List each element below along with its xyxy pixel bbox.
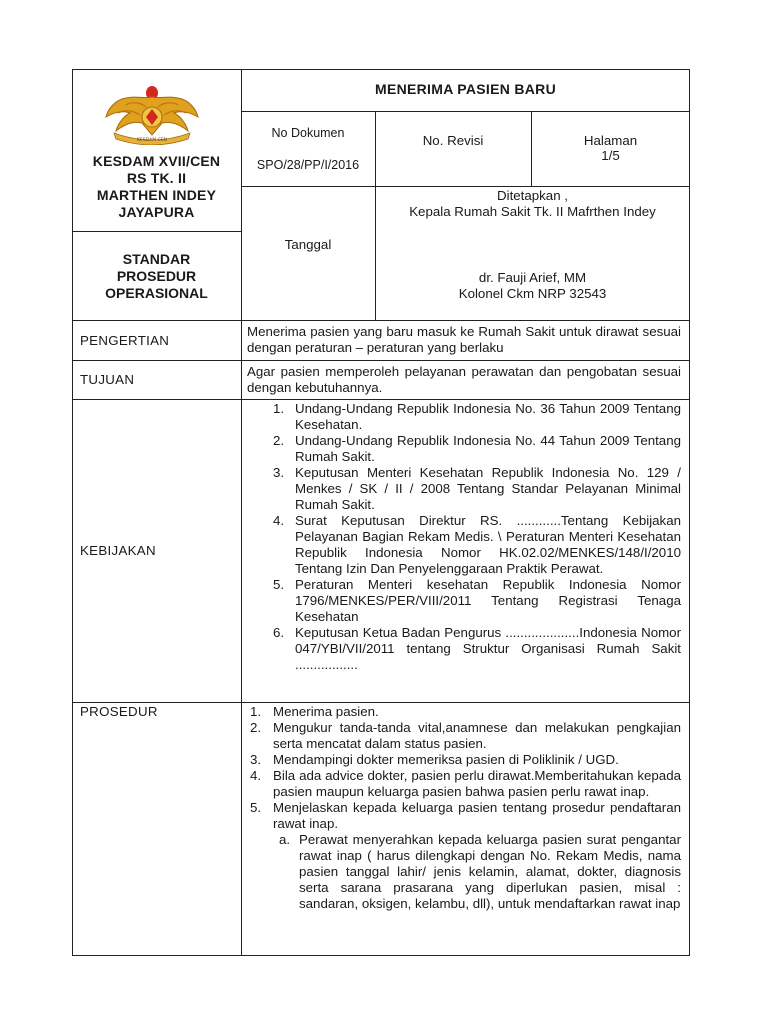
list-text: Undang-Undang Republik Indonesia No. 36 Tahun 2009 Tentang Kesehatan. — [295, 401, 681, 432]
list-text: Mendampingi dokter memeriksa pasien di Poliklinik / UGD. — [273, 752, 619, 767]
list-item — [242, 768, 681, 800]
list-text: Undang-Undang Republik Indonesia No. 44 Tahun 2009 Tentang Rumah Sakit. — [295, 433, 681, 464]
signatory-rank: Kolonel Ckm NRP 32543 — [458, 286, 607, 301]
grid-line — [72, 320, 690, 321]
page-label: Halaman — [583, 133, 638, 148]
list-item — [242, 577, 681, 625]
emblem-banner-text: KESDAM CEN — [137, 138, 167, 143]
document-type-line: OPERASIONAL — [105, 285, 208, 301]
list-text: Surat Keputusan Direktur RS. ............Tentang Kebijakan Pelayanan Bagian Rekam Medis. \ Peraturan Menteri Kesehatan Republik Indonesia Nomor HK.02.02/MENKES/148/I/2010 Tentang Izin Dan Penyelenggaraan Praktik Perawat. — [295, 513, 681, 576]
list-number: 1. — [273, 401, 285, 416]
list-text: Menjelaskan kepada keluarga pasien tentang prosedur pendaftaran rawat inap. — [273, 800, 681, 831]
list-item — [242, 513, 681, 577]
list-number: 6. — [273, 625, 285, 640]
list-subitem — [242, 832, 681, 912]
pengertian-label: PENGERTIAN — [80, 333, 170, 348]
revision-label: No. Revisi — [422, 133, 484, 148]
signatory-block — [375, 270, 690, 302]
list-item — [242, 625, 681, 673]
grid-line — [72, 702, 690, 703]
list-number: a. — [279, 832, 291, 847]
list-item — [242, 465, 681, 513]
org-name-line: MARTHEN INDEY — [96, 187, 217, 203]
document-title: MENERIMA PASIEN BARU — [374, 81, 556, 97]
kebijakan-label: KEBIJAKAN — [80, 543, 156, 558]
list-item — [242, 800, 681, 832]
org-name — [72, 153, 241, 221]
list-text: Mengukur tanda-tanda vital,anamnese dan melakukan pengkajian serta mencatat dalam status pasien. — [273, 720, 681, 751]
org-name-line: RS TK. II — [126, 170, 187, 186]
list-number: 4. — [250, 768, 262, 783]
document-number-value: SPO/28/PP/I/2016 — [256, 158, 360, 172]
grid-line — [72, 399, 690, 400]
org-name-line: JAYAPURA — [118, 204, 195, 220]
list-item — [242, 704, 681, 720]
page-value: 1/5 — [601, 148, 620, 163]
tujuan-label: TUJUAN — [80, 372, 135, 387]
tujuan-text: Agar pasien memperoleh pelayanan perawatan dan pengobatan sesuai dengan kebutuhannya. — [247, 364, 681, 395]
grid-line — [72, 360, 690, 361]
signatory-name: dr. Fauji Arief, MM — [478, 270, 587, 285]
list-text: Keputusan Ketua Badan Pengurus ....................Indonesia Nomor 047/YBI/VII/2011 tentang Struktur Organisasi Rumah Sakit ................. — [295, 625, 681, 672]
list-text: Bila ada advice dokter, pasien perlu dirawat.Memberitahukan kepada pasien maupun keluarga pasien bahwa pasien perlu rawat inap. — [273, 768, 681, 799]
list-text: Menerima pasien. — [273, 704, 379, 719]
document-type — [72, 251, 241, 302]
grid-line — [241, 111, 690, 112]
grid-line — [241, 186, 690, 187]
list-item — [242, 433, 681, 465]
list-number: 3. — [273, 465, 285, 480]
list-number: 5. — [250, 800, 262, 815]
list-item — [242, 401, 681, 433]
prosedur-list — [242, 704, 681, 912]
approval-line: Ditetapkan , — [497, 188, 568, 203]
list-text: Perawat menyerahkan kepada keluarga pasien surat pengantar rawat inap ( harus dilengkapi dengan No. Rekam Medis, nama pasien tanggal lahir/ jenis kelamin, alamat, dokter, diagnosis serta sarana prasarana yang diperlukan pasien, misal : sandaran, oksigen, kelambu, dll), untuk mendaftarkan rawat inap — [299, 832, 681, 911]
list-text: Peraturan Menteri kesehatan Republik Indonesia Nomor 1796/MENKES/PER/VIII/2011 Tentang Registrasi Tenaga Kesehatan — [295, 577, 681, 624]
approval-block — [375, 188, 690, 220]
date-label: Tanggal — [284, 237, 332, 252]
hospital-emblem-logo — [104, 83, 200, 145]
list-item — [242, 752, 681, 768]
list-number: 3. — [250, 752, 262, 767]
approval-line: Kepala Rumah Sakit Tk. II Mafrthen Indey — [409, 204, 656, 219]
list-number: 2. — [273, 433, 285, 448]
list-text: Keputusan Menteri Kesehatan Republik Indonesia No. 129 / Menkes / SK / II / 2008 Tentang Standar Pelayanan Minimal Rumah Sakit. — [295, 465, 681, 512]
list-number: 1. — [250, 704, 262, 719]
list-item — [242, 720, 681, 752]
kebijakan-list — [242, 401, 681, 673]
prosedur-label: PROSEDUR — [80, 704, 158, 719]
document-type-line: PROSEDUR — [116, 268, 197, 284]
org-name-line: KESDAM XVII/CEN — [92, 153, 221, 169]
list-number: 4. — [273, 513, 285, 528]
document-type-line: STANDAR — [122, 251, 191, 267]
pengertian-text: Menerima pasien yang baru masuk ke Rumah Sakit untuk dirawat sesuai dengan peraturan – peraturan yang berlaku — [247, 324, 681, 355]
grid-line — [72, 231, 241, 232]
list-number: 2. — [250, 720, 262, 735]
document-number-label: No Dokumen — [271, 126, 345, 140]
list-number: 5. — [273, 577, 285, 592]
